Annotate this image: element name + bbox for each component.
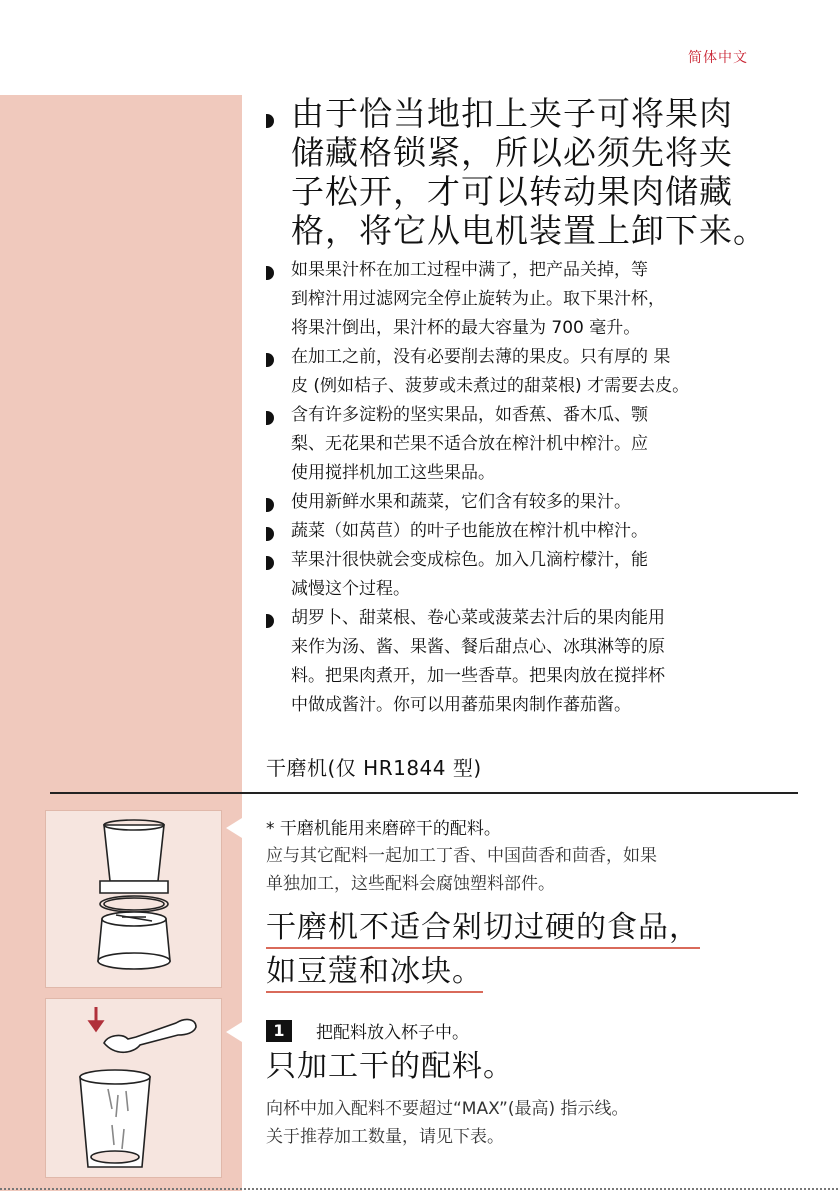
tip-item	[266, 401, 826, 488]
tip-line: 蔬菜（如莴苣）的叶子也能放在榨汁机中榨汁。	[291, 521, 648, 541]
lead-list	[266, 94, 826, 250]
bullet-icon	[266, 614, 274, 628]
tip-line: 含有许多淀粉的坚实果品，如香蕉、番木瓜、颚	[291, 405, 648, 425]
lead-paragraph	[266, 94, 826, 250]
bullet-icon	[266, 353, 274, 367]
tip-line: 梨、无花果和芒果不适合放在榨汁机中榨汁。应	[291, 434, 648, 454]
spoon-into-cup-icon	[46, 999, 221, 1177]
adding-ingredients-illustration	[45, 998, 222, 1178]
step-detail: 关于推荐加工数量，请见下表。	[266, 1127, 504, 1147]
step-emphasis: 只加工干的配料。	[266, 1049, 514, 1084]
tip-line: 如果果汁杯在加工过程中满了，把产品关掉，等	[291, 260, 648, 280]
warning-block	[266, 906, 786, 994]
bullet-icon	[266, 498, 274, 512]
tip-line: 苹果汁很快就会变成棕色。加入几滴柠檬汁，能	[291, 550, 648, 570]
tip-line: 胡罗卜、甜菜根、卷心菜或菠菜去汁后的果肉能用	[291, 608, 665, 628]
tips-list	[266, 256, 826, 720]
language-label: 简体中文	[688, 50, 748, 66]
dry-mill-exploded-icon	[46, 811, 221, 987]
tip-item	[266, 604, 826, 720]
lead-line: 储藏格锁紧，所以必须先将夹	[291, 133, 733, 172]
tip-item	[266, 343, 826, 401]
tip-line: 皮 (例如桔子、菠萝或未煮过的甜菜根) 才需要去皮。	[291, 376, 690, 396]
bullet-icon	[266, 411, 274, 425]
tip-line: 使用新鲜水果和蔬菜，它们含有较多的果汁。	[291, 492, 631, 512]
tip-item	[266, 517, 826, 546]
tip-line: 料。把果肉煮开，加一些香草。把果肉放在搅拌杯	[291, 666, 665, 686]
bullet-icon	[266, 556, 274, 570]
section-heading: 干磨机(仅 HR1844 型)	[266, 756, 482, 780]
warning-text: 干磨机不适合剁切过硬的食品，	[266, 910, 700, 949]
tip-line: 到榨汁用过滤网完全停止旋转为止。取下果汁杯，	[291, 289, 665, 309]
warning-line	[266, 906, 786, 950]
tip-line: 将果汁倒出，果汁杯的最大容量为 700 毫升。	[291, 318, 641, 338]
tip-line: 在加工之前，没有必要削去薄的果皮。只有厚的 果	[291, 347, 671, 367]
dry-mill-illustration	[45, 810, 222, 988]
section-divider	[50, 792, 798, 794]
lead-line: 子松开，才可以转动果肉储藏	[291, 172, 733, 211]
warning-line	[266, 950, 786, 994]
tips-content	[266, 94, 826, 720]
bullet-icon	[266, 266, 274, 280]
note-line: 单独加工，这些配料会腐蚀塑料部件。	[266, 874, 555, 894]
callout-pointer	[226, 818, 242, 838]
step-label: 把配料放入杯子中。	[316, 1023, 469, 1043]
dry-mill-note	[266, 816, 786, 898]
tip-line: 来作为汤、酱、果酱、餐后甜点心、冰琪淋等的原	[291, 637, 665, 657]
callout-pointer	[226, 1022, 242, 1042]
note-line: 应与其它配料一起加工丁香、中国茴香和茴香，如果	[266, 846, 657, 866]
lead-line: 由于恰当地扣上夹子可将果肉	[291, 94, 733, 133]
bullet-icon	[266, 527, 274, 541]
bullet-icon	[266, 114, 274, 128]
tip-item	[266, 256, 826, 343]
page-bottom-rule	[0, 1188, 839, 1190]
tip-line: 中做成酱汁。你可以用蕃茄果肉制作蕃茄酱。	[291, 695, 631, 715]
step-detail: 向杯中加入配料不要超过“MAX”(最高) 指示线。	[266, 1099, 629, 1119]
note-line: * 干磨机能用来磨碎干的配料。	[266, 819, 501, 839]
step-number-badge: 1	[266, 1020, 292, 1042]
tip-line: 使用搅拌机加工这些果品。	[291, 463, 495, 483]
lead-line: 格，将它从电机装置上卸下来。	[291, 211, 767, 250]
tip-item	[266, 488, 826, 517]
warning-text: 如豆蔻和冰块。	[266, 954, 483, 993]
step-row	[266, 1018, 786, 1043]
tip-line: 减慢这个过程。	[291, 579, 410, 599]
tip-item	[266, 546, 826, 604]
step-block	[266, 1018, 786, 1151]
